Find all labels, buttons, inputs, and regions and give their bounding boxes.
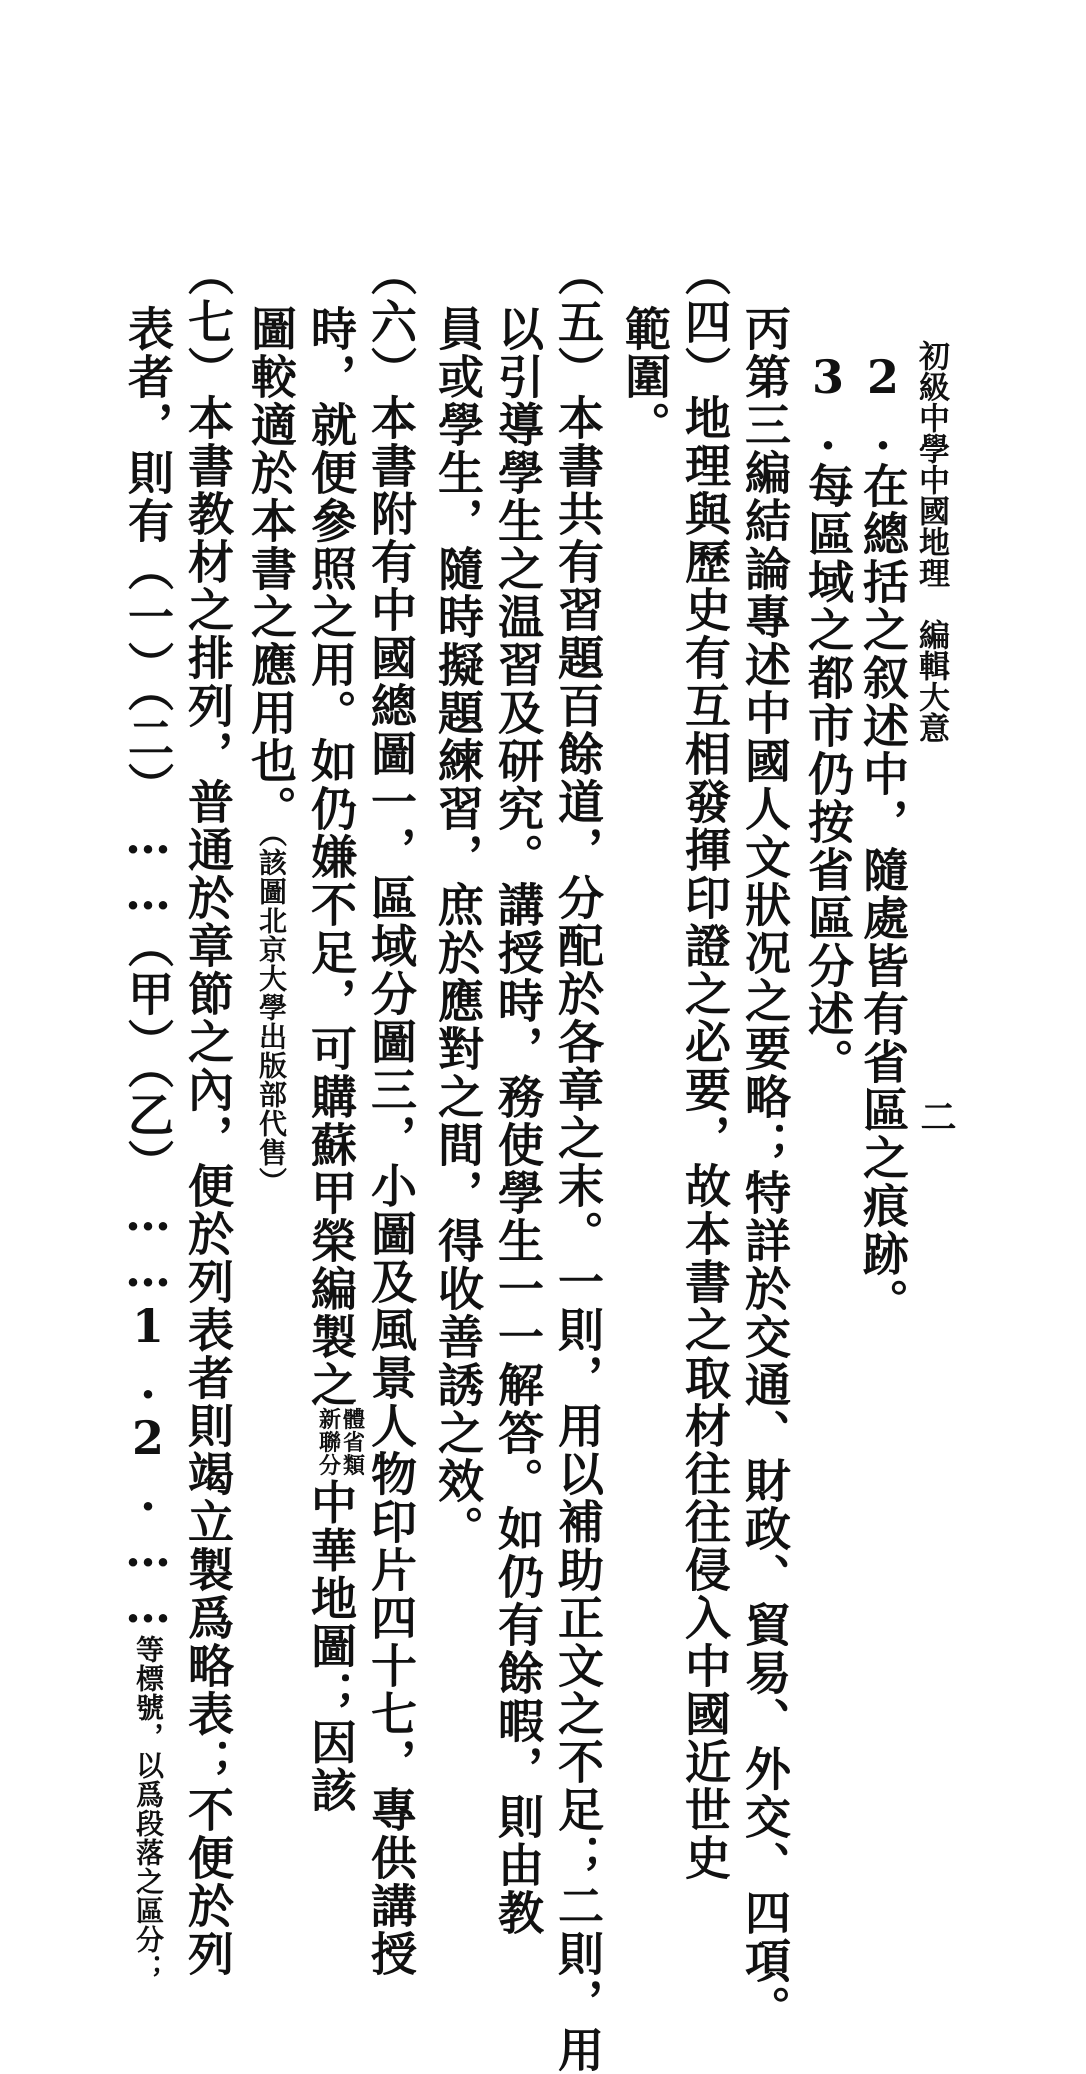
- text-column-3: 丙第三編結論專述中國人文狀况之要略；特詳於交通、財政、貿易、外交、四項。: [738, 305, 792, 2033]
- inline-note-2: 分類: [319, 1453, 368, 1480]
- inline-note-1: 新體 聯省: [319, 1407, 368, 1457]
- text-column-12: （七）本書教材之排列，普通於章節之內，便於列表者則竭立製爲略表；不便於列: [181, 250, 235, 1978]
- text-column-5: 範圍。: [618, 305, 672, 449]
- text-column-7: 以引導學生之温習及研究。講授時，務使學生一一解答。如仍有餘暇，則由教: [491, 305, 545, 1937]
- text-column-8: 員或學生，隨時擬題練習，庶於應對之間，得收善誘之效。: [431, 305, 485, 1553]
- text-column-2: 3.每區域之都市仍按省區分述。: [801, 350, 855, 1086]
- text-column-4: （四）地理與歷史有互相發揮印證之必要，故本書之取材往往侵入中國近世史: [678, 250, 732, 1882]
- text-column-9: （六）本書附有中國總圖一，區域分圖三，小圖及風景人物印片四十七，專供講授: [364, 250, 418, 1978]
- text-column-1: 2.在總括之叙述中，隨處皆有省區之痕跡。: [856, 350, 910, 1326]
- section-title: 編輯大意: [913, 619, 949, 743]
- text-column-6: （五）本書共有習題百餘道，分配於各章之末。一則，用以補助正文之不足；二則，用: [551, 250, 605, 2074]
- book-title: 初級中學中國地理 編輯大意: [913, 340, 949, 743]
- text-column-13: 表者，則有（一）（二）……（甲）（乙）……1.2.……等標號，以爲段落之區分；: [121, 305, 175, 1983]
- text-column-10: 時，就便參照之用。如仍嫌不足，可購蘇甲榮編製之新體 聯省分類中華地圖；因該: [304, 305, 368, 1815]
- column-end-note: 等標號，以爲段落之區分；: [132, 1635, 165, 1983]
- sales-note: （該圖北京大學出版部代售）: [255, 833, 288, 1196]
- page-number: 二: [915, 1098, 957, 1134]
- text-column-11: 圖較適於本書之應用也。（該圖北京大學出版部代售）: [244, 305, 298, 1196]
